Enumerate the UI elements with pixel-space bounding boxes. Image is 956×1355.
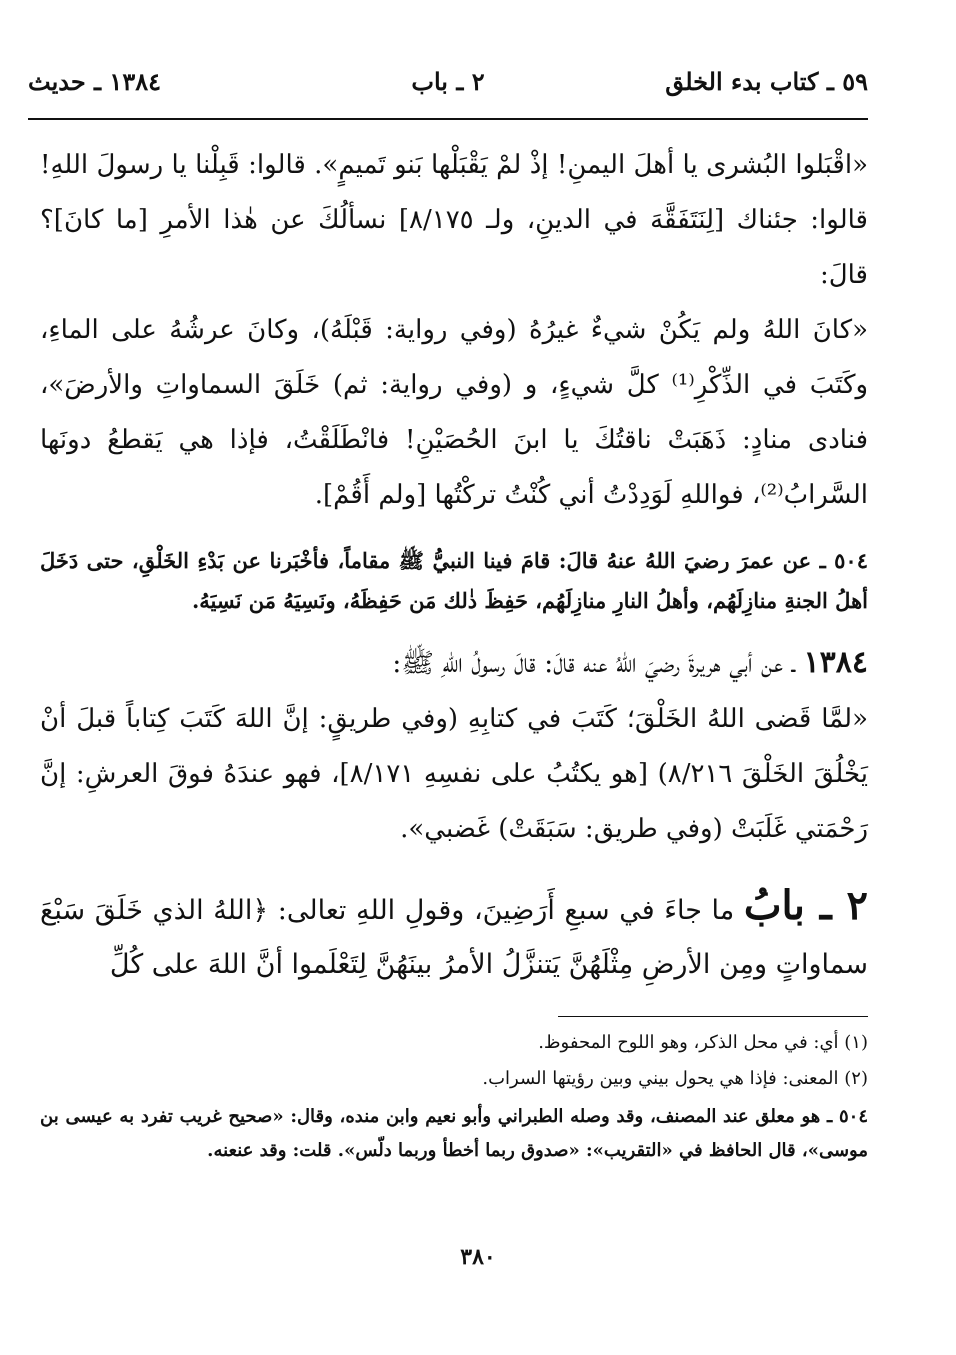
- header-book-title: ٥٩ ـ كتاب بدء الخلق: [665, 67, 868, 96]
- footnote-1: (١) أي: في محل الذكر، وهو اللوح المحفوظ.: [538, 1032, 868, 1053]
- footnotes: [40, 1024, 868, 1168]
- hadith-504: ٥٠٤ ـ عن عمرَ رضيَ اللهُ عنهُ قالَ: قامَ فينا النبيُّ ﷺ مقاماً، فأخْبَرنا عن بَدْءِ الخَلْقِ، حتى دَخَلَ أهلُ الجنةِ منازِلَهُم، وأهلُ النارِ منازِلَهُم، حَفِظَ ذٰلك مَن حَفِظَهُ، ونَسِيَهُ مَن نَسِيَهُ.: [40, 548, 868, 613]
- header-chapter: ٢ ـ باب: [411, 67, 485, 96]
- footnote-rule: [558, 1016, 868, 1017]
- hadith-narrator: ـ عن أبي هريرةَ رضيَ اللهُ عنه قالَ: قالَ رسولُ اللهِ ﷺ:: [392, 648, 804, 679]
- hadith-number: ١٣٨٤: [803, 645, 868, 680]
- chapter-heading: [40, 879, 868, 992]
- header-hadith-number: ١٣٨٤ ـ حديث: [28, 67, 161, 96]
- footnote-504: ٥٠٤ ـ هو معلق عند المصنف، وقد وصله الطبراني وأبو نعيم وابن منده، وقال: «صحيح غريب تفرد به عيسى بن موسى»، قال الحافظ في «التقريب»: «صدوق ربما أخطأ وربما دلّس». قلت: وقد عنعنه.: [40, 1106, 868, 1161]
- hadith-1384-text: «لمَّا قَضى اللهُ الخَلْقَ؛ كَتَبَ في كتابِهِ (وفي طريقٍ: إنَّ اللهَ كَتَبَ كِتاباً قبلَ أنْ يَخْلُقَ الخَلْقَ ٨/٢١٦) [هو يكتُبُ على نفسِهِ ٨/١٧١]، فهو عندَهُ فوقَ العرشِ: إنَّ رَحْمَتي غَلَبَتْ (وفي طريق: سَبَقَتْ) غَضبي».: [40, 704, 868, 844]
- page-number: ٣٨٠: [460, 1244, 496, 1270]
- header-rule: [28, 118, 868, 120]
- paragraph-2: «كانَ اللهُ ولم يَكُنْ شيءٌ غيرُهُ (وفي رواية: قَبْلَهُ)، وكانَ عرشُهُ على الماءِ، وكَتَبَ في الذِّكْرِ⁽¹⁾ كلَّ شيءٍ، و (وفي رواية: ثم) خَلَقَ السماواتِ والأرضَ»، فنادى منادٍ: ذَهَبَتْ ناقتُكَ يا ابنَ الحُصَيْنِ! فانْطَلَقْتُ، فإذا هي يَقطعُ دونَها السَّرابُ⁽²⁾، فواللهِ لَوَدِدْتُ أني كُنْتُ تركْتُها [ولم أَقُمْ].: [40, 315, 869, 510]
- paragraph-1: «اقْبَلوا البُشرى يا أهلَ اليمنِ! إذْ لمْ يَقْبَلْها بَنو تَميمٍ». قالوا: قَبِلْنا يا رسولَ اللهِ! قالوا: جئناك [لِنَتَفَقَّهَ في الدينِ، ولـ ٨/١٧٥] نسألُكَ عن هٰذا الأمرِ [ما كانَ]؟ قالَ:: [40, 150, 868, 290]
- chapter-word: بابُ: [743, 882, 805, 929]
- chapter-title-text: ما جاءَ في سبعِ أَرَضِينَ، وقولِ اللهِ تعالى: ﴿اللهُ الذي خَلَقَ سَبْعَ سماواتٍ ومِن الأرضِ مِثْلَهُنَّ يَتنزَّلُ الأمرُ بينَهُنَّ لِتَعْلَموا أنَّ اللهَ على كُلِّ: [40, 895, 868, 980]
- chapter-number: ٢ ـ: [804, 882, 868, 929]
- footnote-2: (٢) المعنى: فإذا هي يحول بيني وبين رؤيتها السراب.: [482, 1068, 868, 1089]
- main-text: [40, 138, 868, 992]
- hadith-1384-heading: [40, 635, 868, 692]
- running-header: [28, 62, 868, 102]
